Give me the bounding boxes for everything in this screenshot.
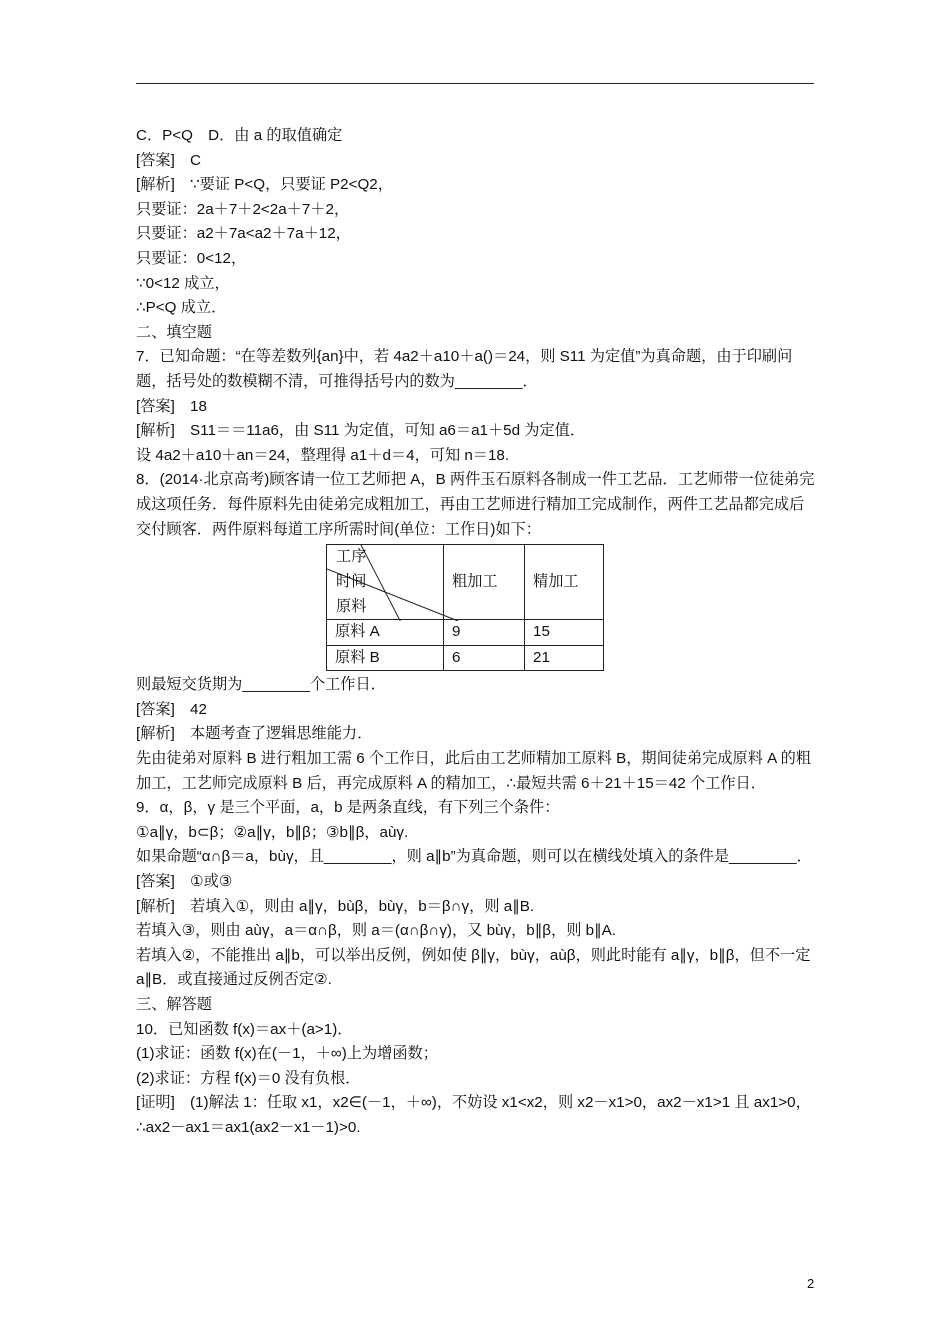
proof-line: [证明] (1)解法 1：任取 x1，x2∈(－1，＋∞)，不妨设 x1<x2，则 x2－x1>0，ax2－x1>1 且 ax1>0，: [136, 1094, 811, 1112]
table-header-fine: 精加工: [525, 545, 604, 620]
section-heading: 三、解答题: [136, 996, 212, 1013]
table-row: [327, 645, 604, 671]
table-cell-fine: 21: [525, 645, 604, 671]
question-8-analysis: 先由徒弟对原料 B 进行粗加工需 6 个工作日，此后由工艺师精加工原料 B，期间徒弟完成原料 A 的粗加工，工艺师完成原料 B 后，再完成原料 A 的精加工，∴最短共需 6＋21＋15＝42 个工作日．: [136, 750, 812, 792]
text-line: 只要证：2a＋7＋2<2a＋7＋2，: [136, 200, 350, 218]
text-line: ①a∥γ，b⊂β；②a∥γ，b∥β；③b∥β，aùγ.: [136, 823, 409, 841]
text-line: 只要证：0<12，: [136, 249, 247, 267]
table-header-rough: 粗加工: [444, 545, 525, 620]
text-line: (2)求证：方程 f(x)＝0 没有负根．: [136, 1069, 361, 1087]
text-line: (1)求证：函数 f(x)在(－1，＋∞)上为增函数；: [136, 1045, 438, 1063]
corner-label-time: 时间: [336, 573, 367, 591]
corner-label-material: 原料: [336, 598, 367, 616]
process-time-table: [326, 544, 604, 671]
table-cell-label: 原料 B: [327, 645, 444, 671]
table-header-row: [327, 545, 604, 620]
header-rule: [136, 83, 814, 84]
text-line: ∴ax2－ax1＝ax1(ax2－x1－1)>0.: [136, 1118, 361, 1136]
text-line: 若填入③，则由 aùγ，a＝α∩β，则 a＝(α∩β∩γ)，又 bùγ，b∥β，则 b∥A.: [136, 922, 617, 940]
question-7: 7．已知命题：“在等差数列{an}中，若 4a2＋a10＋a()＝24，则 S11 为定值”为真命题，由于印刷问题，括号处的数模糊不清，可推得括号内的数为________．: [136, 348, 793, 390]
text-line: 则最短交货期为________个工作日．: [136, 676, 386, 694]
text-line: ∵0<12 成立，: [136, 274, 230, 292]
question-8: 8．(2014·北京高考)顾客请一位工艺师把 A，B 两件玉石原料各制成一件工艺品．工艺师带一位徒弟完成这项任务．每件原料先由徒弟完成粗加工，再由工艺师进行精加工完成制作，两件工艺品都完成后交付顾客．两件原料每道工序所需时间(单位：工作日)如下：: [136, 471, 815, 538]
answer-line: [答案] ①或③: [136, 873, 233, 891]
answer-line: [答案] 18: [136, 397, 207, 415]
analysis-line: [解析] ∵要证 P<Q，只要证 P2<Q2，: [136, 176, 393, 194]
page-number: 2: [807, 1276, 815, 1291]
answer-line: [答案] C: [136, 151, 201, 169]
table-cell-rough: 9: [444, 620, 525, 646]
answer-line: [答案] 42: [136, 700, 207, 718]
text-line: 设 4a2＋a10＋an＝24，整理得 a1＋d＝4，可知 n＝18.: [136, 446, 510, 464]
question-9-prompt: 如果命题“α∩β＝a，bùγ，且________，则 a∥b”为真命题，则可以在横线处填入的条件是________．: [136, 848, 812, 866]
question-9: 9．α，β，γ 是三个平面，a，b 是两条直线，有下列三个条件：: [136, 799, 560, 817]
analysis-line: [解析] 本题考查了逻辑思维能力．: [136, 725, 373, 743]
analysis-line: [解析] S11＝＝11a6，由 S11 为定值，可知 a6＝a1＋5d 为定值．: [136, 422, 586, 440]
text-line: C．P<Q D．由 a 的取值确定: [136, 127, 343, 144]
table-cell-rough: 6: [444, 645, 525, 671]
document-body: [136, 124, 816, 1141]
table-row: [327, 620, 604, 646]
analysis-line: [解析] 若填入①，则由 a∥γ，bùβ，bùγ，b＝β∩γ，则 a∥B.: [136, 897, 535, 915]
table-cell-fine: 15: [525, 620, 604, 646]
corner-label-process: 工序: [336, 548, 367, 566]
text-line: ∴P<Q 成立．: [136, 299, 227, 317]
question-9-analysis: 若填入②，不能推出 a∥b，可以举出反例，例如使 β∥γ，bùγ，aùβ，则此时能有 a∥γ，b∥β，但不一定 a∥B．或直接通过反例否定②.: [136, 946, 811, 989]
question-10: 10．已知函数 f(x)＝ax＋(a>1)．: [136, 1020, 353, 1038]
table-cell-label: 原料 A: [327, 620, 444, 646]
section-heading: 二、填空题: [136, 323, 212, 341]
text-line: 只要证：a2＋7a<a2＋7a＋12，: [136, 225, 351, 243]
table-corner-cell: [327, 545, 444, 620]
